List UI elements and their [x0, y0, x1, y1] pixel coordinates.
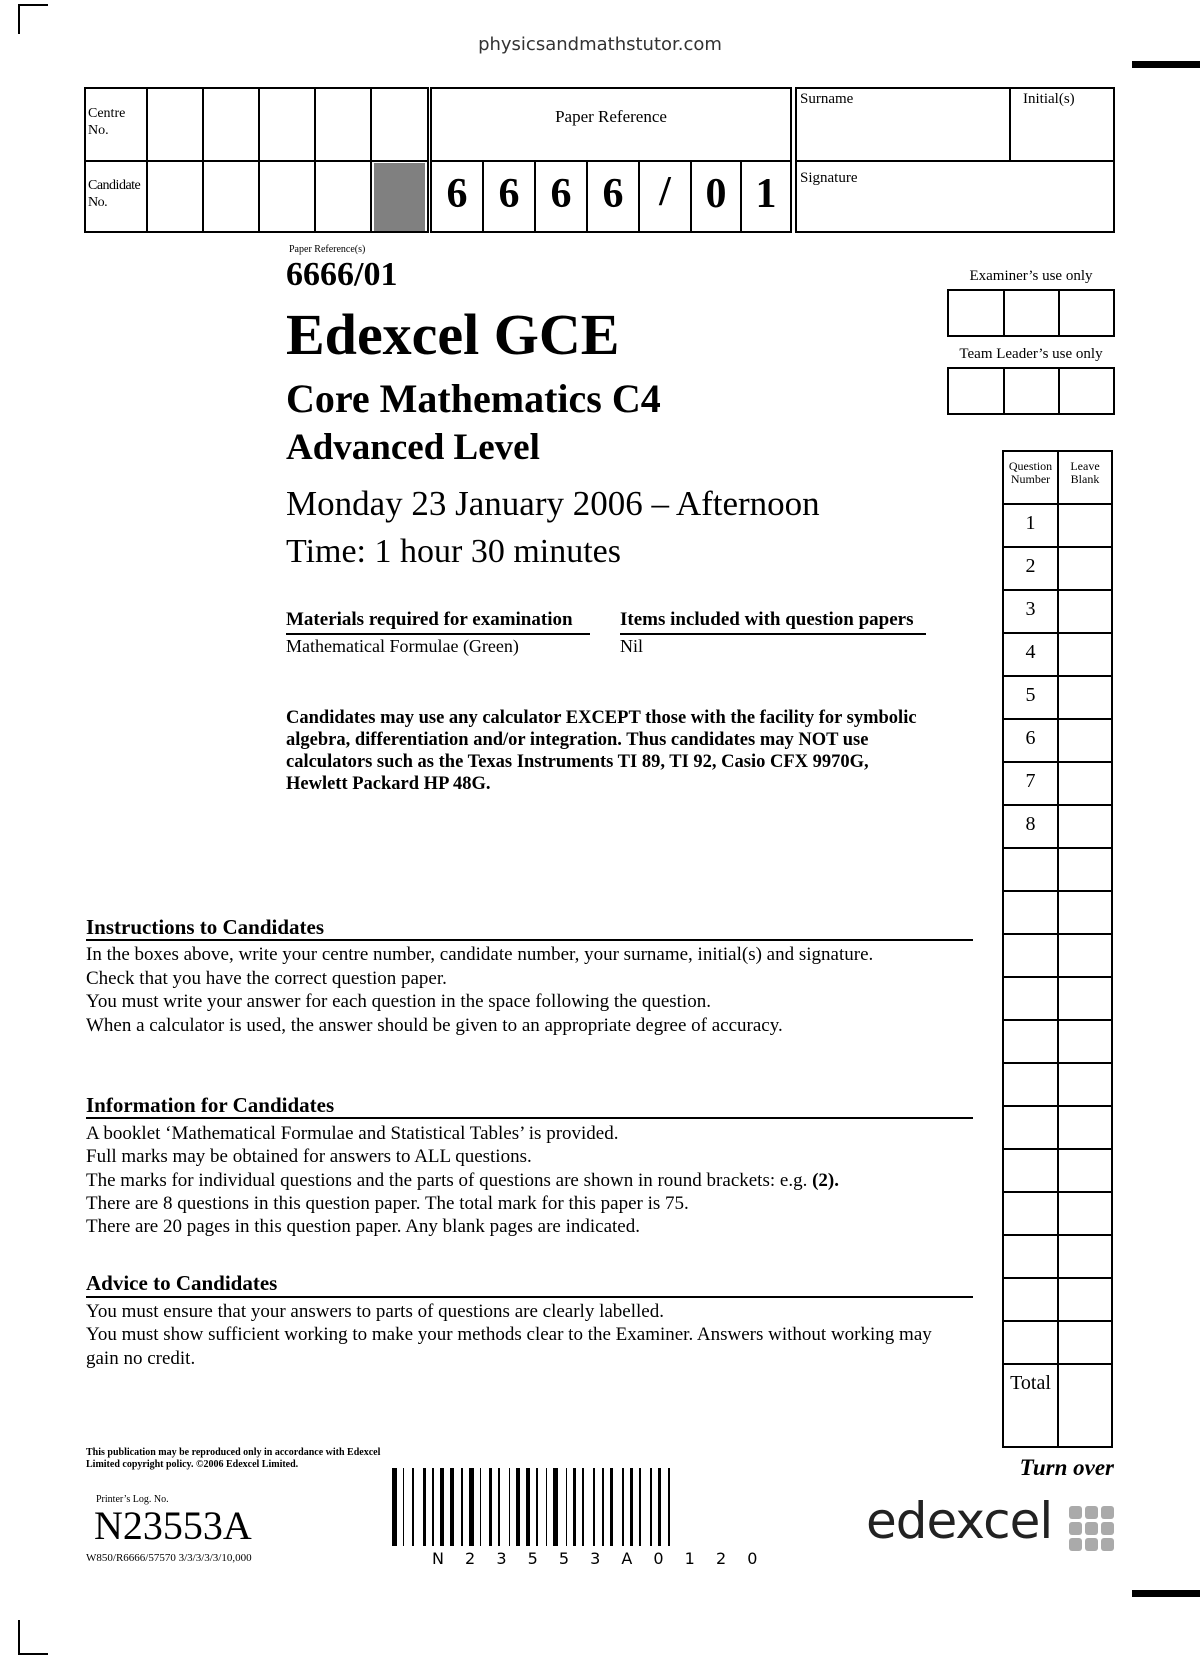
- leave-blank-cell[interactable]: [1059, 677, 1111, 718]
- leave-blank-cell[interactable]: [1059, 1107, 1111, 1148]
- candidate-no-box-4[interactable]: [316, 163, 370, 231]
- barcode-bar: [536, 1468, 538, 1546]
- leave-blank-cell[interactable]: [1059, 1365, 1111, 1406]
- leave-blank-cell[interactable]: [1059, 591, 1111, 632]
- barcode-bar: [593, 1468, 595, 1546]
- marks-example: (2).: [812, 1169, 839, 1191]
- question-number: 1: [1025, 512, 1036, 534]
- items-included-heading: Items included with question papers: [620, 609, 914, 630]
- barcode-bar: [546, 1468, 548, 1546]
- calculator-notice: Candidates may use any calculator EXCEPT those with the facility for symbolic algebra, differentiation and/or integration. Thus candidates may NOT use calculators such as the Texas Instruments TI 89, TI 92, Casio CFX 9970G, Hewlett Packard HP 48G.: [286, 708, 917, 794]
- centre-no-box-2[interactable]: [204, 91, 258, 158]
- barcode-bar: [432, 1468, 434, 1546]
- divider: [286, 633, 590, 635]
- barcode-bar: [573, 1468, 576, 1546]
- question-number: 5: [1025, 684, 1036, 706]
- barcode-bar: [516, 1468, 519, 1546]
- barcode-bar: [450, 1468, 453, 1546]
- centre-no-box-4[interactable]: [316, 91, 370, 158]
- barcode-bar: [658, 1468, 661, 1546]
- leave-blank-cell[interactable]: [1059, 1021, 1111, 1062]
- leave-blank-cell[interactable]: [1059, 505, 1111, 546]
- centre-no-box-5[interactable]: [372, 91, 427, 158]
- barcode-bar: [610, 1468, 613, 1546]
- examiner-use-boxes: [947, 289, 1115, 337]
- printers-log-number: N23553A: [94, 1503, 252, 1548]
- items-included-value: Nil: [620, 636, 644, 656]
- barcode-bar: [469, 1468, 474, 1546]
- candidate-no-box-3[interactable]: [260, 163, 314, 231]
- candidate-no-label: Candidate No.: [88, 178, 141, 210]
- candidate-info-grid: [84, 87, 429, 233]
- crop-mark: [18, 4, 48, 6]
- question-number: 8: [1025, 813, 1036, 835]
- paper-reference-box: [430, 87, 792, 233]
- paper-code: 6666/01: [286, 256, 398, 293]
- information-line: Full marks may be obtained for answers to ALL questions.: [86, 1146, 532, 1168]
- divider: [86, 939, 973, 941]
- leave-blank-header: Leave Blank: [1070, 459, 1100, 486]
- leave-blank-cell[interactable]: [1059, 634, 1111, 675]
- barcode-bar: [553, 1468, 558, 1546]
- signature-label: Signature: [800, 170, 858, 186]
- materials-required-heading: Materials required for examination: [286, 609, 573, 630]
- barcode-bar: [403, 1468, 405, 1546]
- leave-blank-cell[interactable]: [1059, 1279, 1111, 1320]
- registration-mark: [1132, 61, 1200, 68]
- barcode-bar: [639, 1468, 641, 1546]
- leave-blank-cell[interactable]: [1059, 1322, 1111, 1363]
- barcode-bar: [461, 1468, 463, 1546]
- barcode-bar: [412, 1468, 414, 1546]
- information-line: A booklet ‘Mathematical Formulae and Statistical Tables’ is provided.: [86, 1123, 619, 1144]
- surname-signature-box: [795, 87, 1115, 233]
- barcode-text: N 2 3 5 5 3 A 0 1 2 0: [432, 1549, 766, 1568]
- paper-reference-digits: [432, 162, 790, 231]
- question-number: 2: [1025, 555, 1036, 577]
- crop-mark: [18, 1620, 20, 1655]
- instruction-line: You must write your answer for each question in the space following the question.: [86, 991, 711, 1012]
- information-line: The marks for individual questions and the parts of questions are shown in round brackets: e.g. (2).: [86, 1169, 839, 1191]
- advice-line: You must show sufficient working to make your methods clear to the Examiner. Answers without working may gain no credit.: [86, 1324, 932, 1369]
- logo-dot: [1085, 1522, 1098, 1535]
- ref-digit: 6: [446, 171, 468, 217]
- ref-digit: 0: [705, 171, 727, 217]
- surname-label: Surname: [800, 91, 854, 107]
- barcode-bar: [509, 1468, 511, 1546]
- logo-dot: [1101, 1522, 1114, 1535]
- question-number: 6: [1025, 727, 1036, 749]
- information-line: There are 20 pages in this question paper. Any blank pages are indicated.: [86, 1216, 640, 1238]
- leave-blank-cell[interactable]: [1059, 1193, 1111, 1234]
- print-code: W850/R6666/57570 3/3/3/3/3/10,000: [86, 1552, 252, 1564]
- question-number: 3: [1025, 598, 1036, 620]
- logo-dot: [1085, 1506, 1098, 1519]
- logo-dot: [1101, 1538, 1114, 1551]
- exam-board: Edexcel GCE: [286, 302, 620, 367]
- barcode-bar: [650, 1468, 652, 1546]
- barcode-bar: [440, 1468, 445, 1546]
- logo-dot: [1069, 1538, 1082, 1551]
- barcode-bar: [489, 1468, 492, 1546]
- barcode-bar: [392, 1468, 397, 1546]
- logo-dot: [1069, 1522, 1082, 1535]
- barcode-bar: [526, 1468, 531, 1546]
- advice-line: You must ensure that your answers to parts of questions are clearly labelled.: [86, 1301, 664, 1322]
- leave-blank-cell[interactable]: [1059, 1236, 1111, 1277]
- barcode-bar: [423, 1468, 426, 1546]
- instruction-line: In the boxes above, write your centre number, candidate number, your surname, initial(s) and signature.: [86, 944, 874, 965]
- question-number: 7: [1025, 770, 1036, 792]
- ref-digit: 6: [498, 171, 520, 217]
- total-label: Total: [1010, 1372, 1051, 1394]
- logo-dot: [1069, 1506, 1082, 1519]
- team-leader-use-label: Team Leader’s use only: [959, 346, 1103, 362]
- copyright-notice: This publication may be reproduced only in accordance with Edexcel Limited copyright policy. ©2006 Edexcel Limited.: [86, 1447, 381, 1470]
- ref-digit: 6: [550, 171, 572, 217]
- logo-dot: [1085, 1538, 1098, 1551]
- advice-heading: Advice to Candidates: [86, 1271, 278, 1295]
- ref-digit: 1: [755, 171, 777, 217]
- materials-required-value: Mathematical Formulae (Green): [286, 636, 519, 656]
- registration-mark: [1132, 1590, 1200, 1597]
- instructions-heading: Instructions to Candidates: [86, 915, 325, 939]
- centre-no-box-1[interactable]: [148, 91, 202, 158]
- leave-blank-cell[interactable]: [1059, 978, 1111, 1019]
- question-number-header: Question Number: [1008, 459, 1053, 486]
- exam-date: Monday 23 January 2006 – Afternoon: [286, 484, 820, 523]
- paper-references-label: Paper Reference(s): [289, 244, 366, 255]
- ref-digit: 6: [602, 171, 624, 217]
- turn-over: Turn over: [1019, 1455, 1114, 1480]
- level-title: Advanced Level: [286, 427, 540, 468]
- leave-blank-cell[interactable]: [1059, 849, 1111, 890]
- crop-mark: [18, 4, 20, 34]
- barcode-bar: [582, 1468, 584, 1546]
- information-heading: Information for Candidates: [86, 1093, 335, 1117]
- leave-blank-cell[interactable]: [1059, 720, 1111, 761]
- divider: [86, 1296, 973, 1298]
- barcode-bar: [480, 1468, 482, 1546]
- instruction-line: Check that you have the correct question paper.: [86, 967, 447, 989]
- leave-blank-cell[interactable]: [1059, 1150, 1111, 1191]
- centre-no-box-3[interactable]: [260, 91, 314, 158]
- shaded-cell: [374, 163, 425, 231]
- leave-blank-cell[interactable]: [1059, 548, 1111, 589]
- divider: [86, 1117, 973, 1119]
- team-leader-use-boxes: [947, 367, 1115, 415]
- leave-blank-cell[interactable]: [1059, 1064, 1111, 1105]
- question-marks-table: [1002, 450, 1113, 1448]
- information-list: [86, 1122, 966, 1238]
- paper-reference-label: Paper Reference: [555, 107, 667, 126]
- examiner-use-label: Examiner’s use only: [969, 268, 1093, 284]
- initials-label: Initial(s): [1023, 91, 1075, 107]
- printers-log-label: Printer’s Log. No.: [96, 1494, 169, 1505]
- edexcel-logo-mark: [1069, 1506, 1117, 1554]
- barcode-bar: [668, 1468, 670, 1546]
- centre-no-label: Centre No.: [88, 106, 126, 138]
- barcode: [392, 1468, 812, 1546]
- question-number: 4: [1025, 641, 1036, 663]
- leave-blank-cell[interactable]: [1059, 763, 1111, 804]
- candidate-no-box-2[interactable]: [204, 163, 258, 231]
- leave-blank-cell[interactable]: [1059, 935, 1111, 976]
- leave-blank-cell[interactable]: [1059, 892, 1111, 933]
- ref-slash: /: [659, 169, 671, 215]
- information-line: There are 8 questions in this question paper. The total mark for this paper is 75.: [86, 1192, 689, 1214]
- candidate-no-box-1[interactable]: [148, 163, 202, 231]
- exam-duration: Time: 1 hour 30 minutes: [286, 533, 621, 570]
- signature-field[interactable]: [799, 187, 1111, 231]
- barcode-bar: [622, 1468, 624, 1546]
- advice-list: [86, 1300, 966, 1370]
- surname-field[interactable]: [799, 109, 1007, 158]
- instruction-line: When a calculator is used, the answer should be given to an appropriate degree of accuracy.: [86, 1014, 783, 1036]
- logo-dot: [1101, 1506, 1114, 1519]
- subject-title: Core Mathematics C4: [286, 376, 661, 421]
- barcode-bar: [630, 1468, 633, 1546]
- barcode-bar: [566, 1468, 568, 1546]
- barcode-bar: [602, 1468, 604, 1546]
- divider: [620, 633, 926, 635]
- barcode-bar: [498, 1468, 500, 1546]
- leave-blank-cell[interactable]: [1059, 806, 1111, 847]
- instructions-list: [86, 943, 966, 1037]
- watermark: physicsandmathstutor.com: [478, 34, 722, 55]
- edexcel-logo: edexcel: [866, 1492, 1053, 1550]
- initials-field[interactable]: [1013, 109, 1111, 158]
